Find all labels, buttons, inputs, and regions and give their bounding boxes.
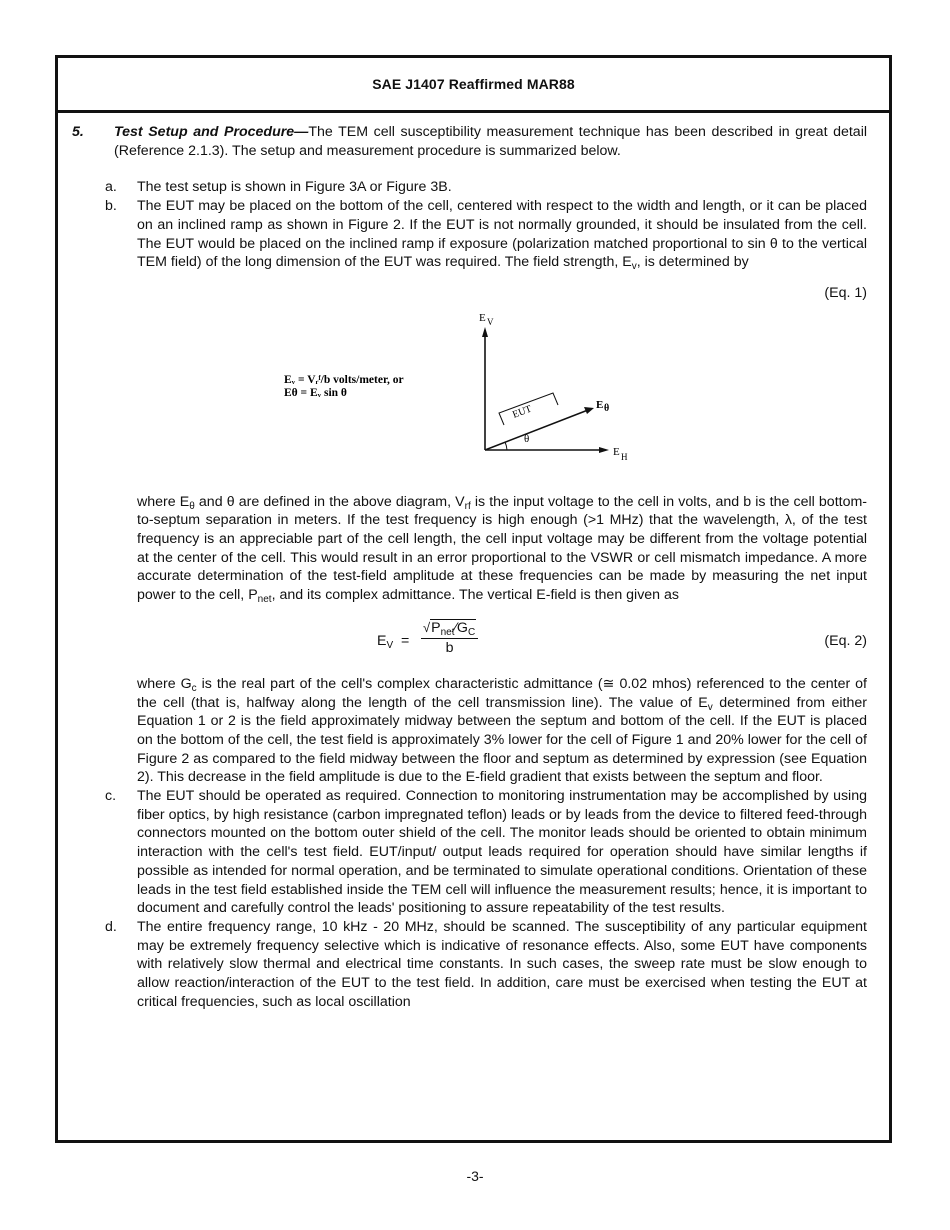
item-b-body [137,197,867,787]
eut-label: EUT [511,403,534,421]
vertical-axis-subscript: V [487,316,494,327]
equation-2-fraction [421,619,478,657]
item-b-paragraph-2 [137,493,867,605]
field-vector-diagram [137,305,867,473]
procedure-list [72,178,867,1011]
subscript: rf [464,500,471,512]
subscript: c [191,682,197,694]
equation-1-label: (Eq. 1) [824,284,867,301]
item-text: The test setup is shown in Figure 3A or Figure 3B. [137,179,452,196]
section-intro-paragraph [114,123,867,160]
equals-sign: = [401,632,410,649]
diagram-equation-line-1: Eᵥ = Vᵣᶠ/b volts/meter, or [284,373,404,386]
list-item-b [105,197,868,787]
subscript: net [440,626,455,638]
horizontal-axis-label: E [613,445,620,458]
text-run: determined from either Equation 1 or 2 is the field approximately midway between the septum and bottom of the cell. If the EUT is placed on the bottom of the cell, the test field is approximately 3% lower for the cell of Figure 1 and 20% lower for the cell of Figure 2 as compared to the field midway between the floor and septum as determined by expression (see Equation 2). This decrease in the field amplitude is due to the E-field gradient that exists between the septum and floor. [137,694,868,786]
equation-2-label: (Eq. 2) [824,632,867,649]
document-body [58,116,889,1140]
text-run: where G [137,675,192,692]
text-run: E [377,632,387,649]
equation-2 [137,619,867,665]
text-run: is the input voltage to the cell in volts, and b is the cell bottom-to-septum separation in meters. If the test frequency is high enough (>1 MHz) that the wavelength, λ, of the test frequency is an appreciable part of the cell length, the cell input voltage may be different from the voltage potential at the center of the cell. This would result in an error proportional to the VSWR or cell mismatch impedance. A more accurate determination of the test-field amplitude at these frequencies can be made by measuring the net input power to the cell, P [137,493,868,604]
text-run: where E [137,493,190,510]
section-number: 5. [72,124,84,140]
angle-label: θ [524,432,530,445]
vertical-axis-label: E [479,311,486,324]
text-run: G [456,619,468,636]
text-run: and θ are defined in the above diagram, V [194,493,465,510]
item-letter: c. [105,788,117,805]
page-frame [55,55,892,1143]
item-b-paragraph-1 [137,197,867,272]
theta-axis-subscript: θ [604,402,610,414]
text-run: is the real part of the cell's complex characteristic admittance (≅ 0.02 mhos) referenced to the center of the cell (that is, halfway along the length of the cell transmission line). The value of E [137,675,867,711]
text-run: The EUT may be placed on the bottom of the cell, centered with respect to the width and length, or it can be placed on an inclined ramp as shown in Figure 2. If the EUT is not normally grounded, it should be insulated from the cell. The EUT would be placed on the inclined ramp if exposure (polarization matched proportional to sin θ to the vertical TEM field) of the long dimension of the EUT was required. The field strength, E [137,198,867,271]
subscript: θ [189,500,195,512]
subscript: V [386,639,394,651]
subscript: v [631,261,637,273]
fraction-numerator [421,619,478,639]
radicand [430,619,476,636]
horizontal-axis-arrowhead [599,447,609,453]
text-run: P [431,619,441,636]
item-letter: d. [105,918,117,935]
sqrt-symbol: √ [423,619,431,635]
subscript: C [467,626,476,638]
slash: ⁄ [454,619,457,636]
item-b-paragraph-3 [137,675,867,787]
item-text: The entire frequency range, 10 kHz - 20 MHz, should be scanned. The susceptibility of any particular equipment may be extremely frequency selective which is indicative of resonance effects. Also, some EUT have components with relatively slow thermal and electrical time constants. In such cases, the sweep rate must be slow enough to allow reaction/interaction of the EUT to the test field. In addition, care must be exercised when testing the EUT at critical frequencies, such as local oscillation [137,918,867,1010]
text-run: , and its complex admittance. The vertical E-field is then given as [271,587,679,604]
item-text: The EUT should be operated as required. Connection to monitoring instrumentation may be accomplished by using fiber optics, by high resistance (carbon impregnated teflon) leads or by leads from the device to filtered feed-through connectors mounted on the bottom outer shield of the cell. The monitor leads should be oriented to obtain minimum interaction with the cell's test field. EUT/input/ output leads required for operation should have similar lengths if possible as intended for normal operation, and be terminated to simulate operational conditions. Orientation of these leads in the test field established inside the TEM cell will influence the measurement results; hence, it is important to document and carefully control the leads' positioning to assure repeatability of the test results. [137,788,867,917]
section-5 [72,123,867,160]
angle-arc [505,442,507,450]
fraction-denominator: b [445,639,454,656]
vertical-axis-arrowhead [482,327,488,337]
list-item-a [105,178,867,197]
horizontal-axis-subscript: H [621,451,628,462]
theta-axis-arrowhead [584,407,594,414]
document-header [58,58,889,113]
page-number: -3- [466,1168,484,1184]
equation-2-lhs [377,632,409,651]
item-letter: b. [105,198,117,215]
subscript: v [707,701,713,713]
list-item-d [105,918,867,1012]
item-letter: a. [105,179,117,196]
diagram-equation-line-2: Eθ = Eᵥ sin θ [284,386,347,399]
section-heading: Test Setup and Procedure— [114,124,309,140]
vector-diagram-svg [137,305,657,473]
section-intro-text: The TEM cell susceptibility measurement technique has been described in great detail (Reference 2.1.3). The setup and measurement procedure is summarized below. [114,124,868,159]
theta-axis-label: E [596,398,604,411]
document-title: SAE J1407 Reaffirmed MAR88 [372,76,575,92]
text-run: , is determined by [636,254,749,271]
list-item-c [105,787,867,918]
subscript: net [257,594,272,606]
